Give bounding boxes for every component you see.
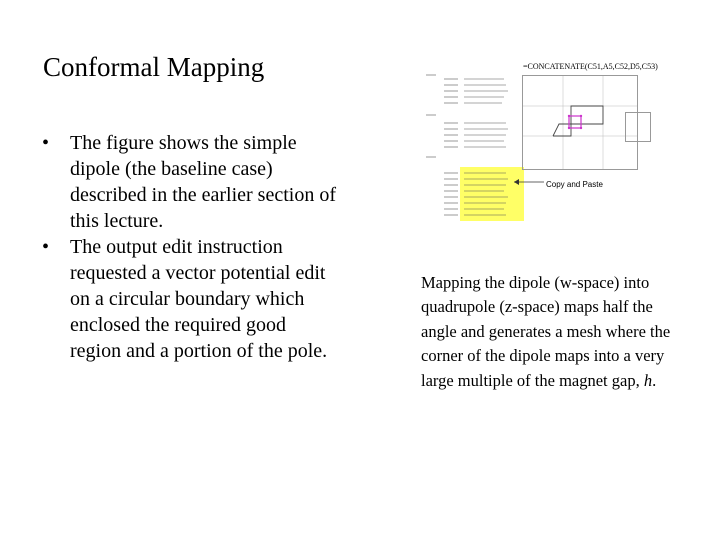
bullet-list: [42, 130, 342, 364]
slide-title: Conformal Mapping: [43, 52, 265, 82]
boundary-curve: [553, 106, 603, 136]
formula-text: =CONCATENATE(C51,A5,C52,D5,C53): [523, 62, 658, 71]
plot-legend: [625, 112, 651, 142]
figure-caption: [421, 271, 691, 393]
bullet-marker: •: [42, 132, 50, 154]
bullet-text: The figure shows the simple dipole (the baseline case) described in the earlier section of this lecture.: [70, 132, 336, 232]
bullet-item: [42, 234, 342, 364]
caption-end: .: [652, 370, 657, 390]
caption-symbol: h: [643, 370, 653, 390]
copy-paste-label: Copy and Paste: [546, 180, 603, 189]
bullet-marker: •: [42, 236, 50, 258]
caption-text: Mapping the dipole (w-space) into quadrupole (z-space) maps half the angle and generates a mesh where the corner of the dipole maps into a very large multiple of the magnet gap,: [421, 273, 671, 390]
bullet-text: The output edit instruction requested a vector potential edit on a circular boundary which enclosed the required good region and a portion of the pole.: [70, 236, 328, 362]
bullet-item: [42, 130, 342, 234]
spreadsheet-figure: [410, 50, 682, 250]
embedded-plot: [522, 75, 638, 170]
spreadsheet-thumbnail: [424, 55, 524, 225]
